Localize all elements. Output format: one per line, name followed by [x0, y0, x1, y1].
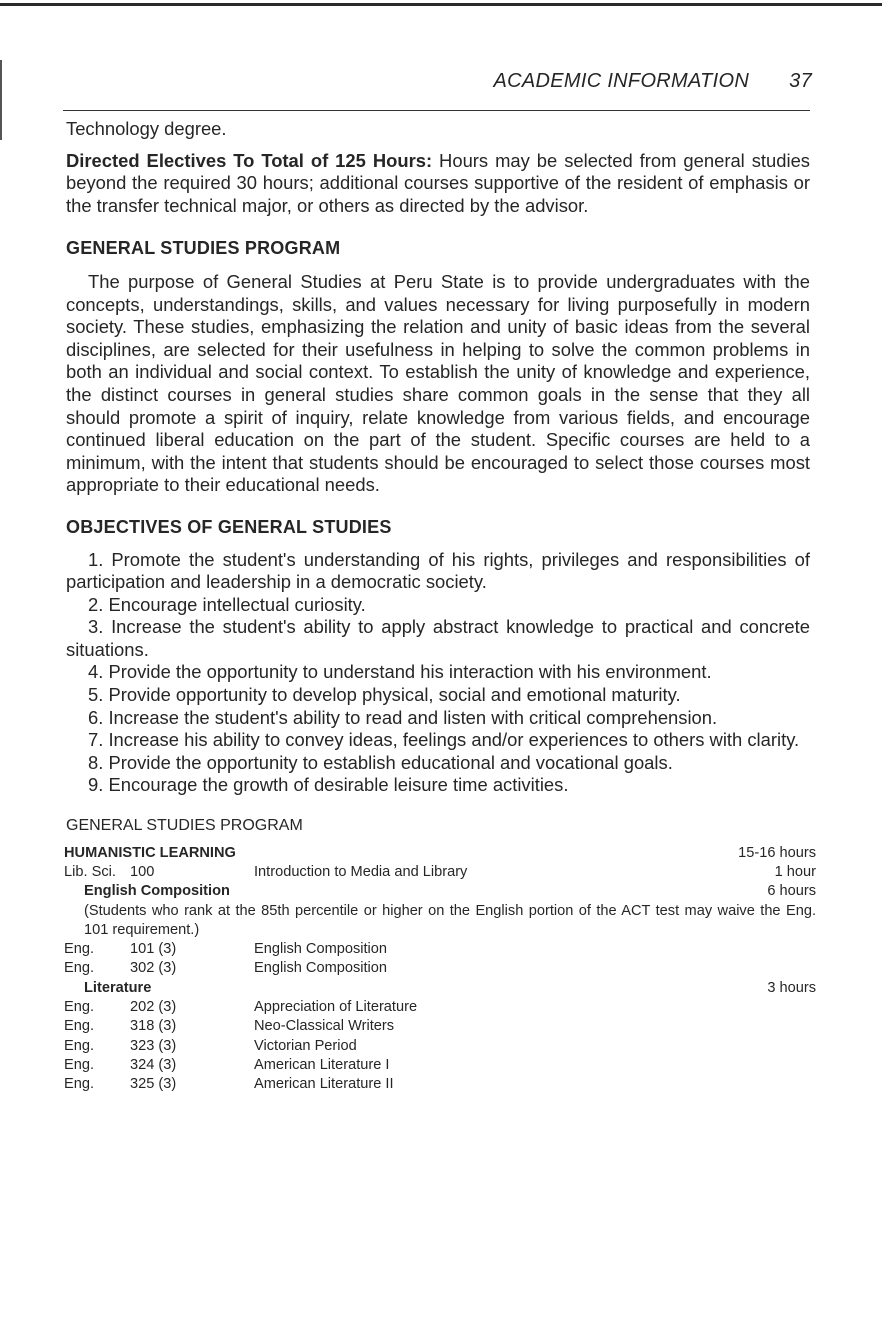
section-title: ACADEMIC INFORMATION: [493, 70, 750, 92]
course-number: 101 (3): [130, 941, 177, 958]
general-studies-heading: GENERAL STUDIES PROGRAM: [66, 238, 341, 259]
humanistic-label: HUMANISTIC LEARNING: [64, 844, 236, 861]
course-title: Appreciation of Literature: [254, 999, 418, 1015]
course-number: 324 (3): [130, 1056, 177, 1073]
table-row: [64, 979, 816, 998]
objective-item: 8. Provide the opportunity to establish educational and vocational goals.: [88, 751, 673, 773]
page-body: [64, 118, 816, 1094]
program-title: GENERAL STUDIES PROGRAM: [66, 817, 303, 835]
top-border: [0, 3, 882, 6]
course-title: Victorian Period: [254, 1037, 357, 1054]
table-row: [64, 844, 816, 863]
course-dept: Lib. Sci.: [64, 863, 116, 880]
objectives-heading: OBJECTIVES OF GENERAL STUDIES: [66, 516, 392, 537]
course-title: English Composition: [254, 960, 388, 977]
objective-item: 7. Increase his ability to convey ideas, feelings and/or experiences to others with clarity.: [88, 729, 800, 751]
table-row: [64, 1037, 816, 1056]
course-hours: 1 hour: [774, 863, 816, 880]
page-number: 37: [789, 70, 812, 92]
table-row: [64, 998, 816, 1017]
english-comp-hours: 6 hours: [767, 883, 816, 900]
course-table: [64, 844, 816, 1095]
course-title: American Literature I: [254, 1056, 390, 1073]
course-dept: Eng.: [64, 1076, 95, 1093]
waiver-note: (Students who rank at the 85th percentile or higher on the English portion of the ACT test may waive the Eng. 101 requirement.): [84, 902, 816, 938]
literature-label: Literature: [84, 979, 152, 996]
humanistic-hours: 15-16 hours: [738, 844, 816, 861]
table-row: [64, 882, 816, 901]
english-comp-label: English Composition: [84, 883, 230, 900]
table-row: [64, 1017, 816, 1036]
course-number: 318 (3): [130, 1018, 177, 1035]
course-dept: Eng.: [64, 1018, 95, 1035]
course-number: 325 (3): [130, 1076, 177, 1093]
objective-item: 4. Provide the opportunity to understand his interaction with his environment.: [88, 661, 712, 683]
table-row: [64, 1075, 816, 1094]
literature-hours: 3 hours: [767, 979, 816, 996]
objective-item: 1. Promote the student's understanding of his rights, privileges and responsibilities of participation and leadership in a democratic society.: [66, 548, 810, 593]
course-number: 100: [130, 863, 155, 880]
course-dept: Eng.: [64, 1056, 95, 1073]
course-title: Neo-Classical Writers: [254, 1018, 395, 1035]
electives-label: Directed Electives To Total of 125 Hours:: [66, 149, 433, 171]
objective-item: 5. Provide opportunity to develop physical, social and emotional maturity.: [88, 684, 681, 706]
course-number: 302 (3): [130, 960, 177, 977]
objective-item: 6. Increase the student's ability to read and listen with critical comprehension.: [88, 706, 718, 728]
course-title: American Literature II: [254, 1076, 394, 1093]
table-row: [64, 902, 816, 941]
table-row: [64, 959, 816, 978]
course-dept: Eng.: [64, 941, 95, 958]
electives-paragraph: [66, 150, 810, 218]
course-dept: Eng.: [64, 1037, 95, 1054]
table-row: [64, 940, 816, 959]
course-title: English Composition: [254, 941, 388, 958]
course-title: Introduction to Media and Library: [254, 863, 468, 880]
course-number: 323 (3): [130, 1037, 177, 1054]
table-row: [64, 1056, 816, 1075]
course-dept: Eng.: [64, 960, 95, 977]
header-rule: [63, 110, 810, 111]
general-studies-paragraph: The purpose of General Studies at Peru State is to provide undergraduates with the concepts, understandings, skills, and values necessary for living purposefully in modern society. These studies, emphasizing the relation and unity of basic ideas from the several disciplines, are selected for their usefulness in helping to solve the common problems in both an individual and social context. To establish the unity of knowledge and experience, the distinct courses in general studies share common goals in the sense that they all should promote a spirit of inquiry, relate knowledge from various fields, and encourage continued liberal education on the part of the student. Specific courses are held to a minimum, with the intent that students should be encouraged to select those courses most appropriate to their educational needs.: [66, 270, 810, 496]
objective-item: 2. Encourage intellectual curiosity.: [88, 593, 366, 615]
objective-item: 9. Encourage the growth of desirable leisure time activities.: [88, 774, 569, 796]
course-dept: Eng.: [64, 999, 95, 1015]
objective-item: 3. Increase the student's ability to apply abstract knowledge to practical and concrete situations.: [66, 616, 810, 660]
running-header: [494, 70, 813, 93]
continuation-text: Technology degree.: [66, 118, 227, 139]
electives-text: Hours may be selected from general studies beyond the required 30 hours; additional courses supportive of the resident of emphasis or the transfer technical major, or others as directed by the advisor.: [66, 149, 810, 216]
table-row: [64, 863, 816, 882]
left-margin-mark: [0, 60, 2, 140]
course-number: 202 (3): [130, 999, 177, 1015]
